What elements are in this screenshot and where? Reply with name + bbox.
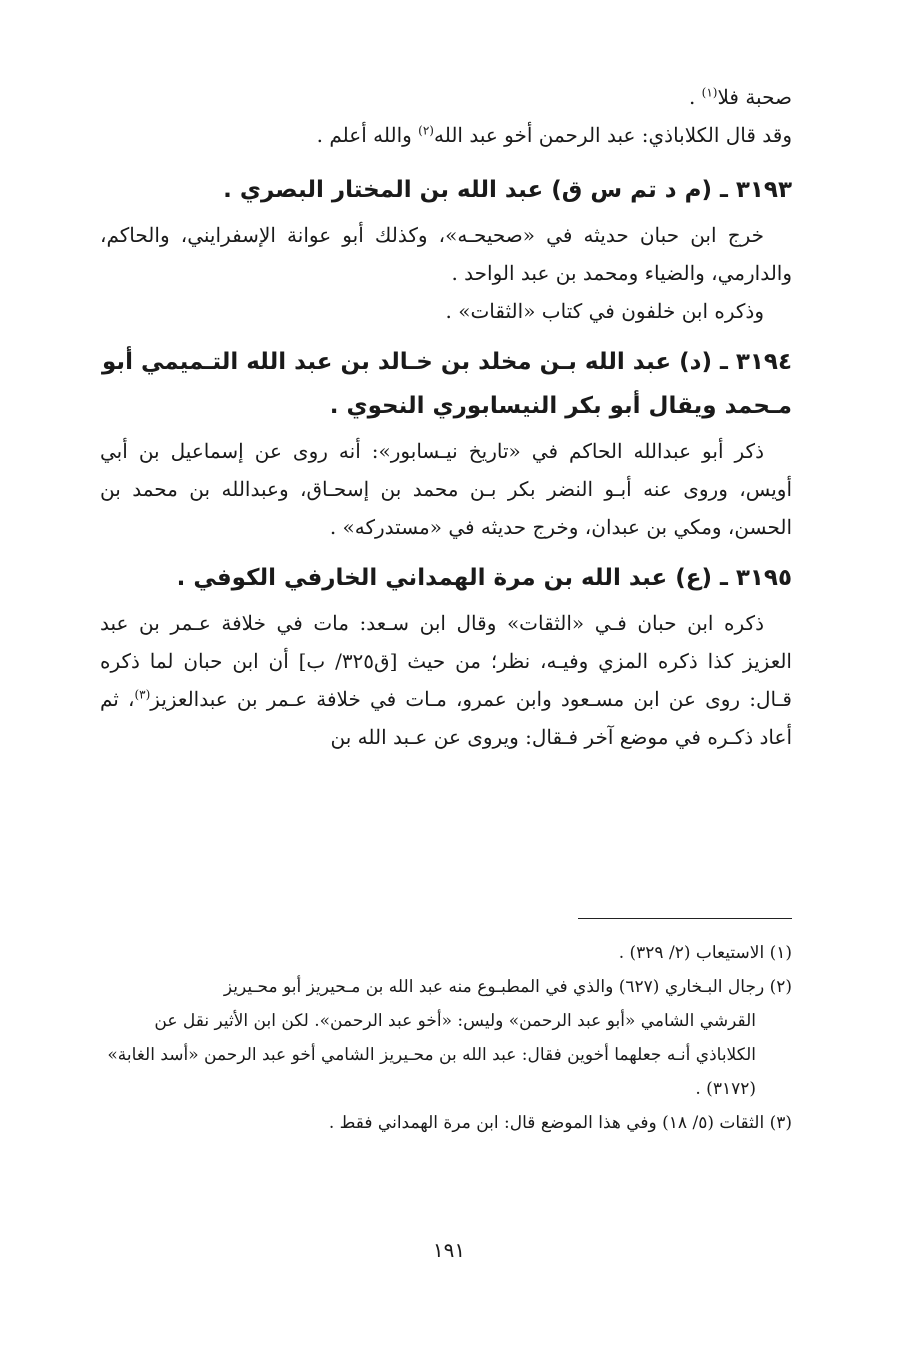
page-number: ١٩١ (432, 1238, 466, 1262)
text-line (100, 116, 792, 154)
text-segment: ، ثم أعاد ذكـره في موضع آخر فـقال: ويروى عن عـبد الله بن (100, 687, 792, 749)
footnote-ref[interactable]: (٣) (134, 687, 151, 702)
footnote-divider (578, 918, 792, 919)
main-text (100, 78, 792, 756)
text-segment: والله أعلم . (316, 123, 419, 147)
text-line (100, 78, 792, 116)
paragraph: خرج ابن حبان حديثه في «صحيحـه»، وكذلك أبو عوانة الإسفرايني، والحاكم، والدارمي، والضياء ومحمد بن عبد الواحد . (100, 223, 792, 285)
paragraph: وذكره ابن خلفون في كتاب «الثقات» . (445, 299, 764, 323)
text-segment: صحبة فلا (717, 85, 792, 109)
entry-heading: ٣١٩٥ ـ (ع) عبد الله بن مرة الهمداني الخارفي الكوفي . (176, 565, 792, 591)
footnote: (١) الاستيعاب (٢/ ٣٢٩) . (618, 943, 792, 963)
text-segment: ذكره ابن حبان فـي «الثقات» وقال ابن سـعد: مات في خلافة عـمر بن عبد العزيز كذا ذكره المزي وفيـه، نظر؛ من حيث [ق٣٢٥/ ب] أن ابن حبان لما ذكره قـال: روى عن ابن مسـعود وابن عمرو، مـات في خلافة عـمر بن عبدالعزيز (100, 611, 792, 711)
entry-heading: ٣١٩٤ ـ (د) عبد الله بـن مخلد بن خـالد بن عبد الله التـميمي أبو مـحمد ويقال أبو بكر النيسابوري النحوي . (102, 349, 792, 419)
paragraph (100, 604, 792, 756)
text-segment: وقد قال الكلاباذي: عبد الرحمن أخو عبد الله (433, 123, 792, 147)
footnotes (100, 936, 792, 1140)
paragraph: ذكر أبو عبدالله الحاكم في «تاريخ نيـسابور»: أنه روى عن إسماعيل بن أبي أويس، وروى عنه أبـو النضر بكر بـن محمد بن إسحـاق، وعبدالله بن محمد بن الحسن، ومكي بن عبدان، وخرج حديثه في «مستدركه» . (100, 439, 792, 539)
text-segment: . (688, 85, 702, 109)
entry-heading: ٣١٩٣ ـ (م د تم س ق) عبد الله بن المختار البصري . (223, 177, 792, 203)
footnote: (٢) رجال البـخاري (٦٢٧) والذي في المطبـوع منه عبد الله بن مـحيريز أبو محـيريز (223, 977, 792, 997)
footnote-ref[interactable]: (١) (701, 85, 718, 100)
footnote-continuation: القرشي الشامي «أبو عبد الرحمن» وليس: «أخو عبد الرحمن». لكن ابن الأثير نقل عن الكلاباذي أنـه جعلهما أخوين فقال: عبد الله بن محـيريز الشامي أخو عبد الرحمن «أسد الغابة» (٣١٧٢) . (107, 1011, 756, 1099)
footnote-ref[interactable]: (٢) (418, 123, 434, 138)
footnote: (٣) الثقات (٥/ ١٨) وفي هذا الموضع قال: ابن مرة الهمداني فقط . (328, 1113, 792, 1133)
